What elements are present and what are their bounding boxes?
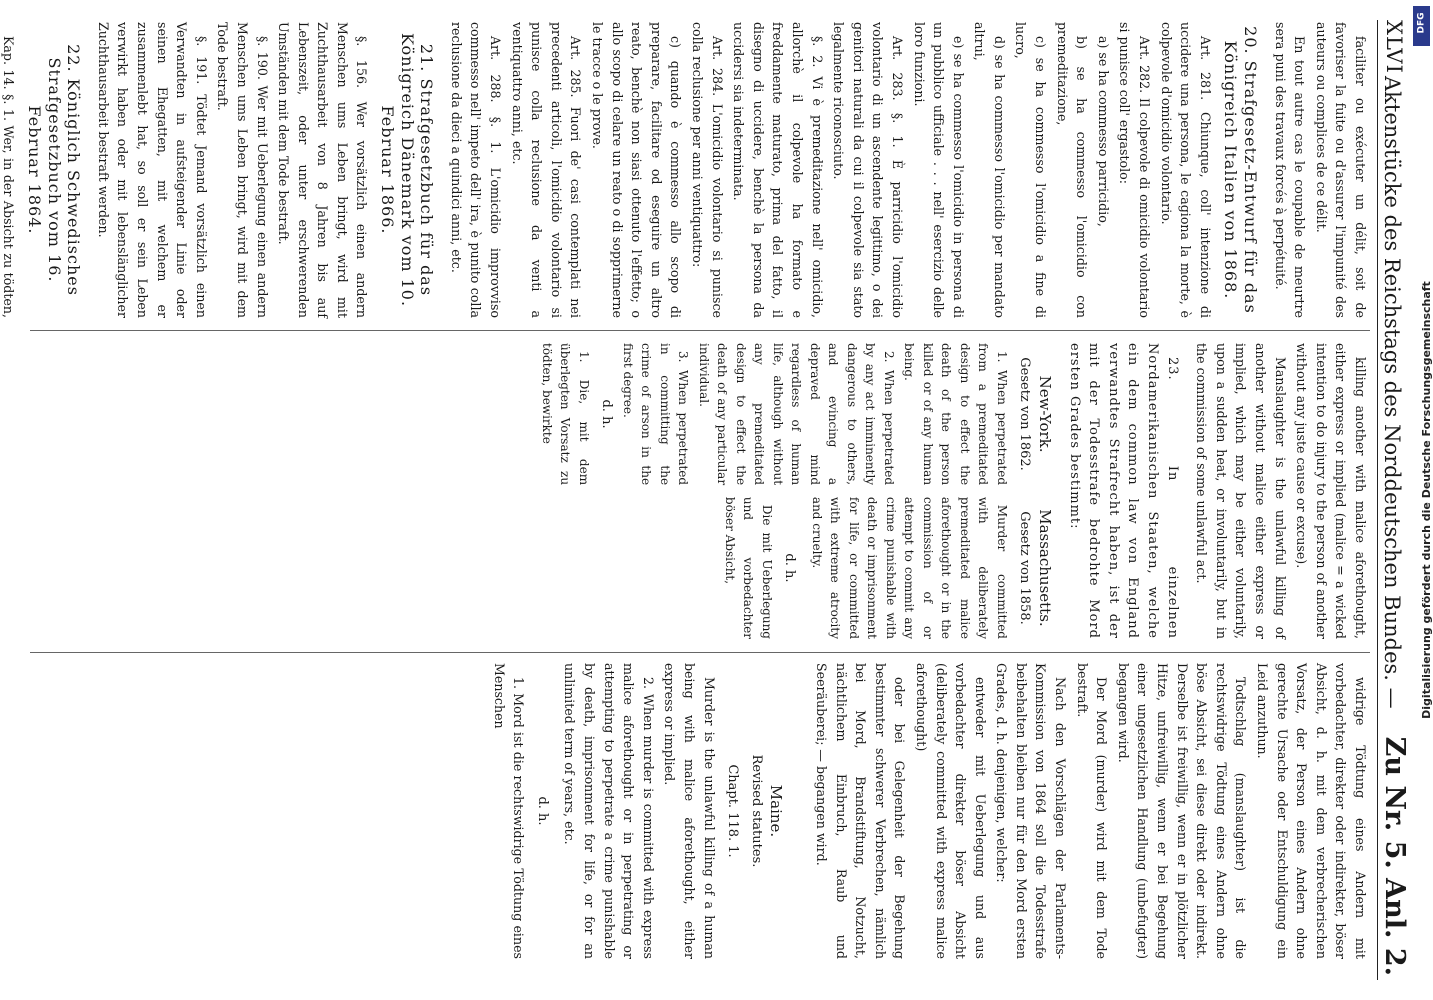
list-item: c) quando è commesso allo scopo di preparare, facilitare od eseguire un altro reato, benchè non siasi ottenuto l'effetto; o allo scopo di celare un reato o di sopprimerne le tracce o le prove. (590, 22, 684, 318)
list-item: d) se ha commesso l'omicidio per mandato altrui, (972, 22, 1007, 318)
paragraph: widrige Tödtung eines Andern mit vorbedachter, direkter oder indirekter, böser Absicht, d. h. mit dem verbrecherischen Vorsatz, der Person eines Andern ohne gerechte Ursache oder Entschuldigung ein Leid anzuthun. (1255, 663, 1368, 959)
column-rule (30, 330, 1370, 331)
paragraph: oder bei Gelegenheit der Begehung bestimmter schwerer Verbrechen, nämlich bei Mord, Brandstiftung, Notzucht, nächtlichem Einbruch, Raub und Seeräuberei; — begangen wird. (813, 663, 908, 959)
list-item: b) se ha commesso l'omicidio con premeditazione, (1054, 22, 1090, 318)
section-heading: 21. Strafgesetzbuch für das Königreich Dänemark vom 10. Februar 1866. (378, 32, 437, 308)
state-heading: New-York. (1036, 375, 1055, 453)
paragraph: §. 156. Wer vorsätzlich einen andern Menschen ums Leben bringt, wird mit Zuchthausarbeit von 8 Jahren bis auf Lebenszeit, oder unter erschwerenden Umständen mit dem Tode bestraft. (276, 22, 370, 318)
paragraph: 1. When perpetrated from a premeditated design to effect the death of the person killed or of any human being. (902, 343, 1009, 486)
paragraph: killing another with malice aforethought, either express or implied (malice = a wicked intention to do injury to the person of another without any juste cause or excuse). (1294, 343, 1368, 639)
document-reference: Zu Nr. 5. Anl. 2. (1379, 736, 1410, 976)
translation-marker: d. h. (782, 553, 798, 583)
list-item: a) se ha commesso parricidio, (1095, 36, 1111, 227)
state-heading: Massachusetts. (1036, 509, 1055, 627)
chapter-ref: Chapt. 118. 1. (725, 764, 741, 858)
column-3 (10, 663, 1370, 959)
paragraph: 2. When murder is committed with express malice aforethought or in perpetrating or attempting to perpetrate a crime punishable by death, imprisonment for life, or for an unlimited term of years, etc. (562, 663, 656, 959)
state-heading: Maine. (767, 784, 786, 838)
paragraph: Art. 282. Il colpevole di omicidio volontario si punisce coll' ergastolo: (1117, 22, 1153, 318)
column-rule (30, 652, 1370, 653)
paragraph: Kap. 14. §. 1. Wer, in der Absicht zu tödten, (1, 36, 17, 318)
column-2 (10, 343, 1370, 639)
paragraph: Manslaughter is the unlawful killing of another without malice either express or implied, which may be either voluntarily, upon a sudden heat, or involuntarily, but in the commission of some unlawful act. (1194, 343, 1288, 639)
translation-marker: d. h. (599, 399, 615, 429)
statute-date: Gesetz von 1862. (1017, 357, 1033, 471)
section-heading: 20. Strafgesetz-Entwurf für das Königreich Italien von 1868. (1221, 26, 1261, 314)
running-title: Aktenstücke des Reichstags des Norddeutschen Bundes. — (1380, 76, 1404, 709)
paragraph: Art. 283. §. 1. È parricidio l'omicidio volontario di un ascendente legittimo, o dei genitori naturali da cui il colpevole sia stato legalmente riconosciuto. (831, 22, 905, 318)
column-1 (1, 22, 1370, 318)
paragraph: Die mit Ueberlegung und vorbedachter böser Absicht, (722, 496, 774, 639)
paragraph: faciliter ou exécuter un délit, soit de favoriser la fuite ou d'assurer l'impunité des auteurs ou complices de ce délit. (1313, 22, 1368, 318)
section-heading: 23. In einzelnen Nordamerikanischen Staaten, welche ein dem common law von England verwandtes Strafrecht haben, ist der mit der Todesstrafe bedrohte Mord ersten Grades bestimmt: (1066, 343, 1180, 639)
list-item: c) se ha commesso l'omicidio a fine di lucro, (1013, 22, 1049, 318)
paragraph: entweder mit Ueberlegung und aus vorbedachter direkter böser Absicht (deliberately committed with express malice aforethought) (913, 663, 988, 959)
paragraph: Der Mord (murder) wird mit dem Tode bestraft. (1074, 663, 1110, 959)
translation-marker: d. h. (534, 796, 550, 826)
paragraph: En tout autre cas le coupable de meurtre sera puni des travaux forcés à perpétuité. (1272, 22, 1308, 318)
digitization-credit: Digitalisierung gefördert durch die Deutsche Forschungsgemeinschaft (1420, 281, 1433, 719)
paragraph: Art. 288. §. 1. L'omicidio improvviso commesso nell' impeto dell' ira, è punito colla reclusione da dieci a quindici anni, etc. (448, 22, 504, 318)
paragraph: §. 190. Wer mit Ueberlegung einen andern Menschen ums Leben bringt, wird mit dem Tode bestraft. (215, 22, 270, 318)
paragraph: §. 191. Tödtet Jemand vorsätzlich einen Verwandten in aufsteigender Linie oder seinen Ehegatten, mit welchem er zusammenlebt hat, so soll er sein Leben verwirkt haben oder mit lebenslänglicher Zuchthausarbeit bestraft werden. (95, 22, 209, 318)
list-item: e) se ha commesso l'omicidio in persona di un pubblico ufficiale . . . nell' esercizio delle loro funzioni. (911, 22, 966, 318)
paragraph: Nach den Vorschlägen der Parlaments-Kommission von 1864 soll die Todesstrafe beibehalten bleiben nur für den Mord ersten Grades, d. h. denjenigen, welcher: (994, 663, 1069, 959)
paragraph: Art. 285. Fuori de' casi contemplati nei precedenti articoli, l'omicidio volontario si punisce colla reclusione da venti a ventiquattro anni, etc. (509, 22, 584, 318)
paragraph: §. 2. Vi è premeditazione nell' omicidio, allorchè il colpevole ha formato e freddamente maturato, prima del fatto, il disegno di uccidere, benchè la persona da uccidersi sia indeterminata. (731, 22, 825, 318)
dfg-logo: DFG (1413, 6, 1430, 46)
paragraph: 1. Die, mit dem überlegten Vorsatz zu tödten, bewirkte (539, 343, 591, 486)
paragraph: Art. 281. Chiunque, coll' intenzione di uccidere una persona, le cagiona la morte, è colpevole d'omicidio volontario. (1158, 22, 1213, 318)
page-number: XLVI (1382, 20, 1406, 74)
paragraph: 1. Mord ist die rechtswidrige Tödtung eines Menschen (491, 663, 527, 959)
paragraph: Art. 284. L'omicidio volontario si punisce colla reclusione per anni ventiquattro: (690, 22, 725, 318)
page-header (1377, 20, 1412, 980)
paragraph: Murder is the unlawful killing of a human being with malice aforethought, either express or implied. (662, 663, 717, 959)
paragraph: Murder committed with deliberately premeditated malice aforethought or in the commission of or attempt to commit any crime punishable with death or imprisonment for life, or committed with extreme atrocity and cruelty. (809, 496, 1009, 639)
paragraph: 3. When perpetrated in committing the crime of arson in the first degree. (620, 343, 691, 486)
state-columns (535, 343, 1058, 639)
statute-date: Gesetz von 1858. (1017, 511, 1033, 625)
statute-title: Revised statutes. (748, 754, 764, 868)
section-heading: 22. Königlich Schwedisches Strafgesetzbuch vom 16. Februar 1864. (25, 44, 84, 296)
paragraph: Todtschlag (manslaughter) ist die rechtswidrige Tödtung eines Andern ohne böse Absicht, sei diese direkt oder indirekt. Derselbe ist freiwillig, wenn er in plötzlicher Hitze, unfreiwillig, wenn er bei Begehung einer ungesetzlichen Handlung (unbefugter) begangen wird. (1115, 663, 1249, 959)
paragraph: 2. When perpetrated by any act imminently dangerous to others, and evincing a depraved mind regardless of human life, although without any premeditated design to effect the death of any particular individual. (696, 343, 896, 486)
